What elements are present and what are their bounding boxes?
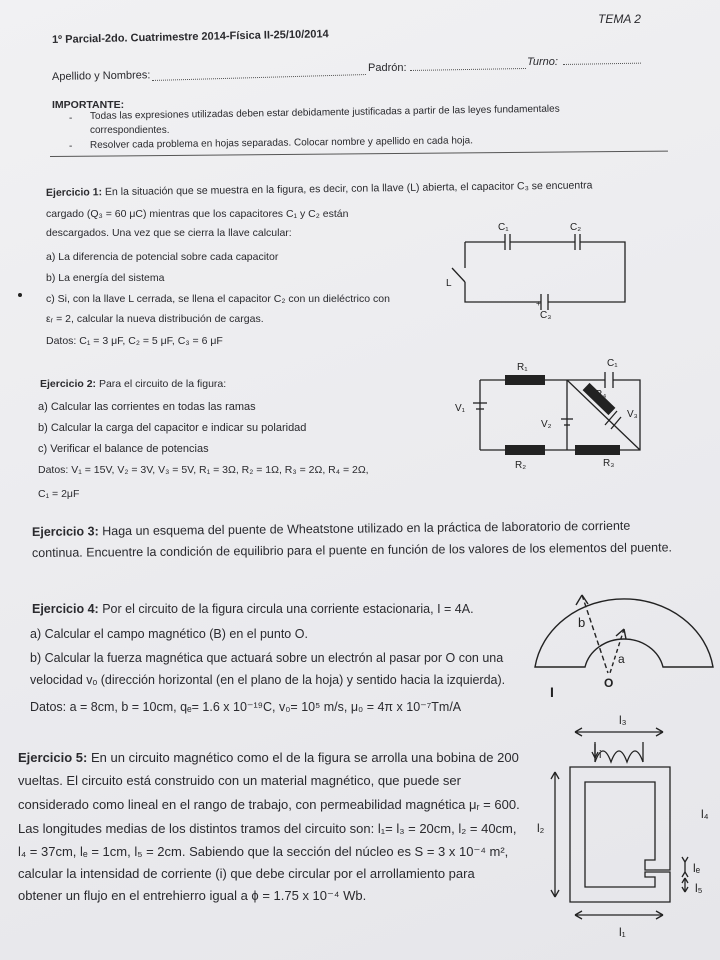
ex1-title: Ejercicio 1: xyxy=(45,186,103,199)
ex5-line5: l₄ = 37cm, lₑ = 1cm, l₅ = 2cm. Sabiendo que la sección del núcleo es S = 3 x 10⁻⁴ m², xyxy=(18,844,509,859)
ex3-line2: continua. Encuentre la condición de equilibrio para el puente en función de los valores de los elementos del puente. xyxy=(31,540,673,560)
ex5-line3: considerado como lineal en el rango de trabajo, con permeabilidad magnética μᵣ = 600. xyxy=(18,797,520,812)
ex4-item-b2: velocidad vₒ (dirección horizontal (en el plano de la hoja) y sentido hacia la izquierda). xyxy=(30,673,506,687)
name-blank xyxy=(152,74,366,81)
ex4-semicircle-loop xyxy=(530,585,720,705)
ex2-item-a: a) Calcular las corrientes en todas las ramas xyxy=(38,401,256,413)
ex2-line1 xyxy=(40,377,226,391)
ex5-fig-l2: l₂ xyxy=(537,821,545,835)
ex5-fig-l5: l₅ xyxy=(695,881,703,895)
ex2-datos-c1: C₁ = 2μF xyxy=(38,488,80,500)
ex1-item-a: a) La diferencia de potencial sobre cada capacitor xyxy=(46,251,279,263)
ex2-title: Ejercicio 2: xyxy=(40,378,97,390)
ex1-line1 xyxy=(46,178,593,200)
ex5-title: Ejercicio 5: xyxy=(18,750,88,765)
ex1-item-b: b) La energía del sistema xyxy=(46,272,165,284)
ex5-fig-le: lₑ xyxy=(693,861,701,875)
padron-label: Padrón: xyxy=(368,62,407,74)
ex2-item-b: b) Calcular la carga del capacitor e indicar su polaridad xyxy=(38,422,307,434)
ex2-fig-r1: R₁ xyxy=(517,362,528,373)
ex1-line3: descargados. Una vez que se cierra la llave calcular: xyxy=(46,227,292,239)
ex5-magnetic-core xyxy=(535,712,720,942)
ex2-text1: Para el circuito de la figura: xyxy=(98,378,227,390)
ex3-text1: Haga un esquema del puente de Wheatstone utilizado en la práctica de laboratorio de corriente xyxy=(102,518,631,539)
ex2-fig-r4: R₄ xyxy=(595,389,607,400)
ex1-line2: cargado (Q₃ = 60 μC) mientras que los capacitores C₁ y C₂ están xyxy=(46,208,349,220)
ex5-line2: vueltas. El circuito está construido con un material magnético, que puede ser xyxy=(18,773,461,788)
ex3-title: Ejercicio 3: xyxy=(31,524,99,539)
ex5-line4: Las longitudes medias de los distintos tramos del circuito son: l₁= l₃ = 20cm, l₂ = 40cm, xyxy=(18,821,517,836)
ex5-fig-l1: l₁ xyxy=(619,925,626,939)
padron-blank xyxy=(410,68,526,71)
ex5-fig-l4: l₄ xyxy=(701,807,709,821)
ex4-line1 xyxy=(32,599,474,619)
ex2-fig-r3: R₃ xyxy=(603,458,615,469)
ex2-fig-v2: V₂ xyxy=(541,419,552,430)
ex2-fig-v1: V₁ xyxy=(455,403,466,414)
exam-title: 1º Parcial-2do. Cuatrimestre 2014-Física II-25/10/2014 xyxy=(51,28,329,46)
margin-dot xyxy=(18,293,22,297)
ex4-fig-o: O xyxy=(604,676,614,690)
ex2-fig-v3: V₃ xyxy=(627,409,638,420)
ex5-line7: obtener un flujo en el entrehierro igual a ϕ = 1.75 x 10⁻⁴ Wb. xyxy=(18,888,367,903)
ex4-fig-a: a xyxy=(618,652,625,666)
ex4-title: Ejercicio 4: xyxy=(32,602,99,616)
ex1-fig-c3: C₃ xyxy=(540,310,552,321)
ex4-datos: Datos: a = 8cm, b = 10cm, qₑ= 1.6 x 10⁻¹⁹C, v₀= 10⁵ m/s, μ₀ = 4π x 10⁻⁷Tm/A xyxy=(30,700,462,714)
ex4-item-b1: b) Calcular la fuerza magnética que actuará sobre un electrón al pasar por O con una xyxy=(30,651,504,665)
ex4-text1: Por el circuito de la figura circula una corriente estacionaria, I = 4A. xyxy=(102,602,474,616)
importante-item-1: Todas las expresiones utilizadas deben estar debidamente justificadas a partir de las leyes fundamentales xyxy=(89,103,560,122)
ex5-line6: calcular la intensidad de corriente (i) que debe circular por el arrollamiento para xyxy=(18,866,475,881)
ex1-fig-c1: C₁ xyxy=(498,222,509,233)
ex1-capacitor-circuit xyxy=(440,220,640,330)
ex4-fig-b: b xyxy=(578,615,586,630)
ex1-datos: Datos: C₁ = 3 μF, C₂ = 5 μF, C₃ = 6 μF xyxy=(46,335,223,347)
importante-bullet-2: - xyxy=(69,141,73,152)
ex1-fig-plus: + xyxy=(536,299,541,308)
importante-item-1b: correspondientes. xyxy=(90,125,170,136)
ex2-fig-r2-body xyxy=(505,445,545,455)
ex2-fig-r3-body xyxy=(575,445,620,455)
ex1-fig-l: L xyxy=(446,278,452,289)
ex2-resistor-circuit xyxy=(455,355,665,475)
ex4-item-a: a) Calcular el campo magnético (B) en el punto O. xyxy=(30,627,308,641)
ex1-item-c2: εᵣ = 2, calcular la nueva distribución de cargas. xyxy=(46,313,264,325)
turno-blank xyxy=(563,63,641,65)
ex1-item-c1: c) Si, con la llave L cerrada, se llena el capacitor C₂ con un dieléctrico con xyxy=(46,293,390,305)
ex5-fig-i: i xyxy=(599,749,602,761)
ex2-fig-c1: C₁ xyxy=(607,358,618,369)
importante-bullet-1: - xyxy=(69,113,73,124)
ex5-text1: En un circuito magnético como el de la figura se arrolla una bobina de 200 xyxy=(91,750,519,765)
ex2-fig-r2: R₂ xyxy=(515,460,527,471)
ex5-fig-l3: l₃ xyxy=(619,713,627,727)
tema-label: TEMA 2 xyxy=(598,12,641,26)
ex2-datos: Datos: V₁ = 15V, V₂ = 3V, V₃ = 5V, R₁ = 3Ω, R₂ = 1Ω, R₃ = 2Ω, R₄ = 2Ω, xyxy=(38,464,369,476)
ex2-item-c: c) Verificar el balance de potencias xyxy=(38,443,209,455)
ex2-fig-r1-body xyxy=(505,375,545,385)
name-label: Apellido y Nombres: xyxy=(51,69,151,83)
ex5-line1 xyxy=(18,747,519,769)
turno-label: Turno: xyxy=(527,56,558,68)
ex4-fig-i: I xyxy=(550,684,554,700)
importante-heading: IMPORTANTE: xyxy=(52,99,125,111)
ex1-fig-c2: C₂ xyxy=(570,222,582,233)
ex1-text1: En la situación que se muestra en la figura, es decir, con la llave (L) abierta, el capacitor C₃ se encuentra xyxy=(104,179,593,199)
importante-item-2: Resolver cada problema en hojas separadas. Colocar nombre y apellido en cada hoja. xyxy=(89,135,474,151)
